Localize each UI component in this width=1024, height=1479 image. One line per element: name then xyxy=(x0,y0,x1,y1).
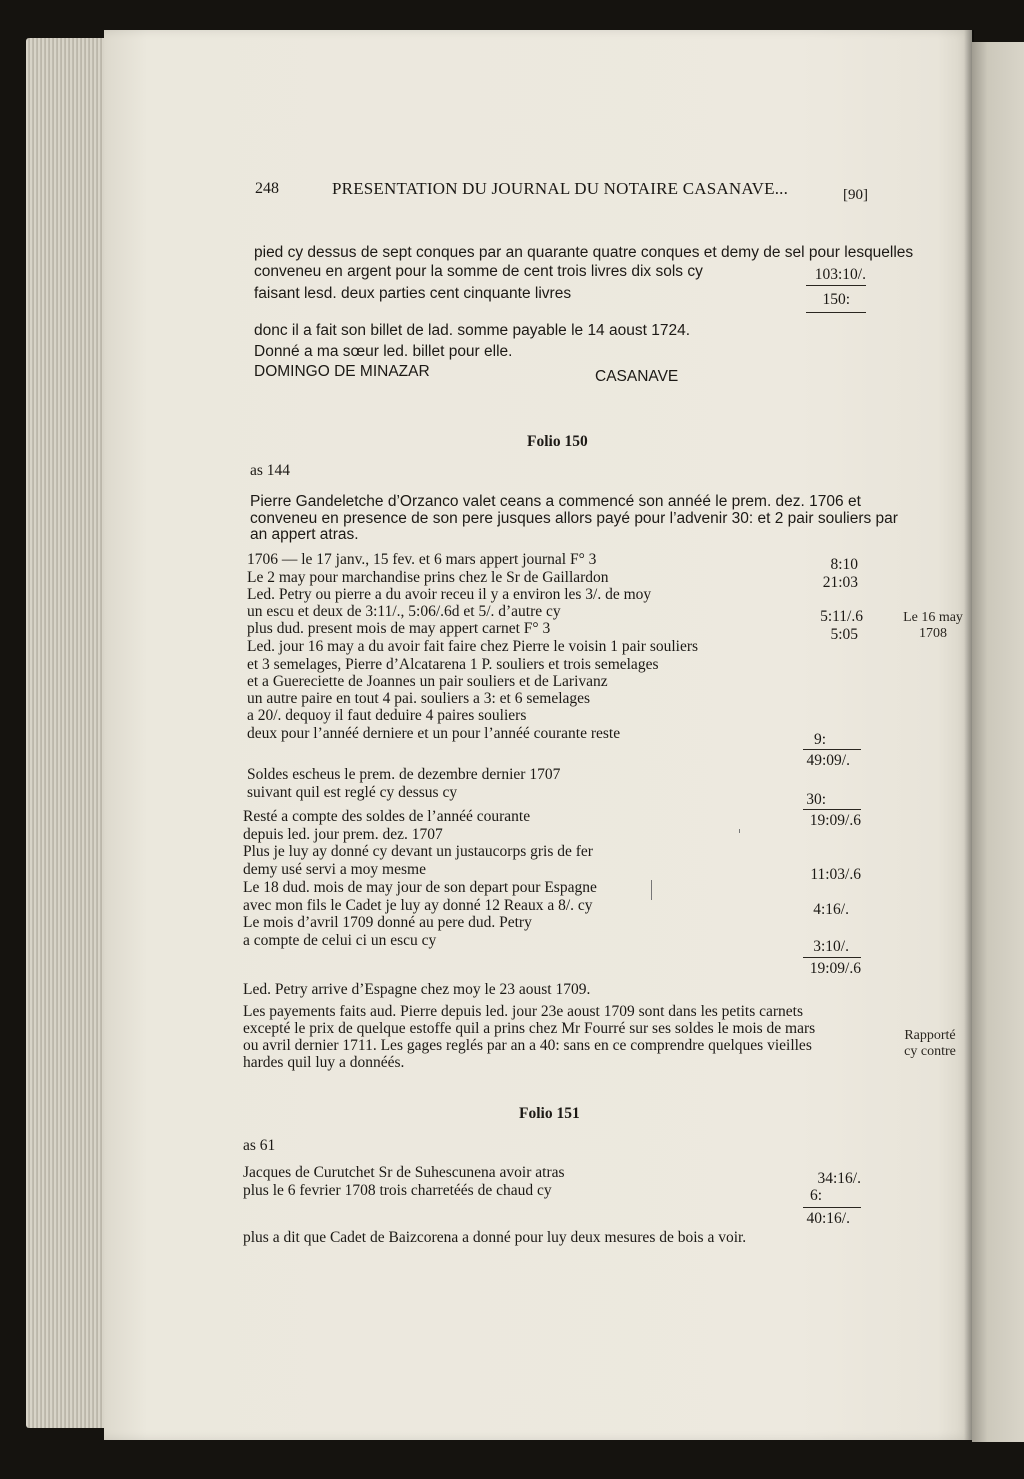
ledger-line: avec mon fils le Cadet je luy ay donné 12 Reaux a 8/. cy xyxy=(243,897,593,914)
amount-total: 19:09/.6 xyxy=(809,960,861,977)
block1-line5: Donné a ma sœur led. billet pour elle. xyxy=(254,343,513,360)
block1-line4: donc il a fait son billet de lad. somme payable le 14 aoust 1724. xyxy=(254,322,690,339)
payments-line1: Les payements faits aud. Pierre depuis led. jour 23e aoust 1709 sont dans les petits carnets xyxy=(243,1003,804,1020)
ledger-line: Led. jour 16 may a du avoir fait faire chez Pierre le voisin 1 pair souliers xyxy=(247,638,699,655)
payments-line3: ou avril dernier 1711. Les gages reglés par an a 40: sans en ce comprendre quelques vieilles xyxy=(243,1037,812,1054)
sum-rule xyxy=(803,1207,861,1208)
margin-note-1 xyxy=(898,610,968,642)
amount: 21:03 xyxy=(822,574,858,591)
folio-150-intro2: conveneu en presence de son pere jusques allors payé pour l’advenir 30: et 2 pair souliers par xyxy=(250,510,898,527)
margin-note-2 xyxy=(893,1028,967,1060)
sum-rule xyxy=(803,957,861,958)
ledger-line: a compte de celui ci un escu cy xyxy=(243,932,437,949)
ledger-line: Le 2 may pour marchandise prins chez le Sr de Gaillardon xyxy=(247,569,609,586)
sum-rule xyxy=(803,749,861,750)
amount: 11:03/.6 xyxy=(810,866,861,883)
ledger-line: et 3 semelages, Pierre d’Alcatarena 1 P. souliers et trois semelages xyxy=(247,656,659,673)
arrival-line: Led. Petry arrive d’Espagne chez moy le 23 aoust 1709. xyxy=(243,981,591,998)
facing-page-edge xyxy=(972,42,1024,1442)
ledger-line: demy usé servi a moy mesme xyxy=(243,861,426,878)
amount-total: 40:16/. xyxy=(806,1210,850,1227)
ledger-line: suivant quil est reglé cy dessus cy xyxy=(247,784,458,801)
amount: 9: xyxy=(813,731,826,748)
page-edges xyxy=(26,38,116,1428)
block1-line2: conveneu en argent pour la somme de cent trois livres dix sols cy xyxy=(254,263,703,280)
ledger-line: Soldes escheus le prem. de dezembre dernier 1707 xyxy=(247,766,561,783)
signature-left: DOMINGO DE MINAZAR xyxy=(254,363,430,380)
margin-note-2-line2: cy contre xyxy=(904,1044,956,1059)
folio-151-heading: Folio 151 xyxy=(519,1105,580,1122)
bracket-page-number: [90] xyxy=(843,187,868,203)
amount: 8:10 xyxy=(830,556,858,573)
folio-150-intro1: Pierre Gandeletche d’Orzanco valet ceans a commencé son annéé le prem. dez. 1706 et xyxy=(250,493,861,510)
amount: 6: xyxy=(809,1187,822,1204)
amount: 4:16/. xyxy=(813,901,849,918)
ledger-line: Le 18 dud. mois de may jour de son depart pour Espagne xyxy=(243,879,597,896)
amount: 34:16/. xyxy=(817,1170,861,1187)
folio-151-ref: as 61 xyxy=(243,1137,276,1154)
folio-150-intro3: an appert atras. xyxy=(250,526,359,543)
block1-amount1: 103:10/. xyxy=(814,266,866,283)
folio-151-line2: plus le 6 fevrier 1708 trois charretéés de chaud cy xyxy=(243,1182,552,1199)
payments-line2: excepté le prix de quelque estoffe quil a prins chez Mr Fourré sur ses soldes le mois de mars xyxy=(243,1020,816,1037)
ledger-line: 1706 — le 17 janv., 15 fev. et 6 mars appert journal F° 3 xyxy=(247,551,597,568)
block1-line3: faisant lesd. deux parties cent cinquante livres xyxy=(254,285,572,302)
folio-150-heading: Folio 150 xyxy=(527,433,588,450)
ledger-line: un autre paire en tout 4 pai. souliers a 3: et 6 semelages xyxy=(247,690,591,707)
folio-151-line3: plus a dit que Cadet de Baizcorena a donné pour luy deux mesures de bois a voir. xyxy=(243,1229,747,1246)
ledger-line: plus dud. present mois de may appert carnet F° 3 xyxy=(247,620,551,637)
folio-151-line1: Jacques de Curutchet Sr de Suhescunena avoir atras xyxy=(243,1164,565,1181)
ledger-line: et a Guereciette de Joannes un pair souliers et de Larivanz xyxy=(247,673,608,690)
folio-150-ref: as 144 xyxy=(250,462,291,479)
sum-rule xyxy=(803,809,861,810)
ledger-line: depuis led. jour prem. dez. 1707 xyxy=(243,826,443,843)
ledger-line: Resté a compte des soldes de l’annéé courante xyxy=(243,808,531,825)
ledger-line: Le mois d’avril 1709 donné au pere dud. Petry xyxy=(243,914,532,931)
running-title: PRESENTATION DU JOURNAL DU NOTAIRE CASANAVE... xyxy=(332,179,789,198)
page-number: 248 xyxy=(255,180,279,197)
margin-note-1-line1: Le 16 may xyxy=(903,610,963,625)
amount: 30: xyxy=(806,791,826,808)
sum-rule xyxy=(806,285,866,286)
signature-right: CASANAVE xyxy=(595,368,679,385)
sum-rule xyxy=(806,312,866,313)
amount: 5:05 xyxy=(830,626,858,643)
ledger-line: a 20/. dequoy il faut deduire 4 paires souliers xyxy=(247,707,527,724)
amount: 3:10/. xyxy=(813,938,849,955)
ledger-line: deux pour l’annéé derniere et un pour l’annéé courante reste xyxy=(247,725,621,742)
margin-note-2-line1: Rapporté xyxy=(904,1028,956,1043)
amount: 5:11/.6 xyxy=(820,608,863,625)
ledger-line: Plus je luy ay donné cy devant un justaucorps gris de fer xyxy=(243,843,593,860)
margin-note-1-line2: 1708 xyxy=(919,626,947,641)
ledger-line: un escu et deux de 3:11/., 5:06/.6d et 5/. d’autre cy xyxy=(247,603,561,620)
ledger-line: Led. Petry ou pierre a du avoir receu il y a environ les 3/. de moy xyxy=(247,586,652,603)
payments-line4: hardes quil luy a donnéés. xyxy=(243,1054,405,1071)
amount-total: 49:09/. xyxy=(806,752,850,769)
amount-total: 19:09/.6 xyxy=(809,812,861,829)
block1-amount2: 150: xyxy=(822,291,850,308)
stray-mark xyxy=(739,829,740,833)
block1-line1: pied cy dessus de sept conques par an quarante quatre conques et demy de sel pour lesquelles xyxy=(254,244,914,261)
stray-mark xyxy=(651,880,652,900)
